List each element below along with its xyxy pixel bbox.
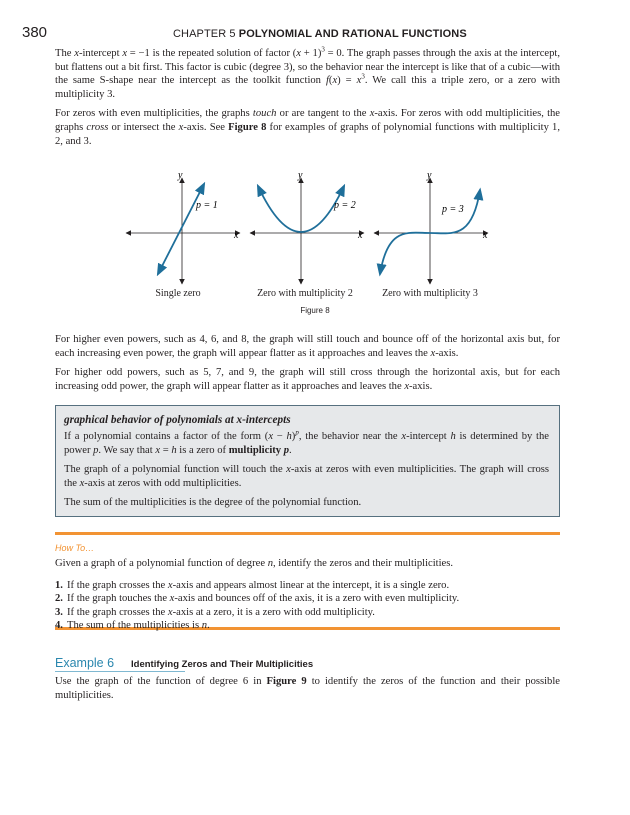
caption-multiplicity-2: Zero with multiplicity 2 bbox=[257, 288, 353, 299]
how-to-step: 2. If the graph touches the x-axis and bounces off of the axis, it is a zero with even multiplicity. bbox=[55, 593, 460, 605]
example-title: Identifying Zeros and Their Multiplicities bbox=[131, 659, 314, 670]
y-axis-label: y bbox=[427, 170, 432, 181]
intro-paragraph-1: The x-intercept x = −1 is the repeated solution of factor $(x + 1)^3 = 0$. The graph passes through the axis at the intercept, but flattens out a bit first. This factor is cubic (degree 3), so the behavior near the intercept is like that of a cubic—with the same S-shape near the intercept as the toolkit function $f(x) = x^3$. We call this a triple zero, or a zero with multiplicity 3. bbox=[55, 45, 561, 100]
example-body bbox=[55, 675, 560, 702]
key-concept-paragraph-2: The graph of a polynomial function will touch the x-axis at zeros with even multiplicities. The graph will cross the x-axis at zeros with odd multiplicities. bbox=[64, 464, 549, 489]
panel-1 bbox=[126, 170, 240, 284]
x-axis-label: x bbox=[234, 230, 239, 241]
how-to-box bbox=[55, 532, 560, 630]
x-axis-label: x bbox=[358, 230, 363, 241]
chapter-label: CHAPTER 5 bbox=[173, 28, 236, 40]
key-concept-paragraph-1: If a polynomial contains a factor of the form $(x - h)^p$, the behavior near the x-intercept h is determined by the power p. We say that x = h is a zero of multiplicity p. bbox=[64, 428, 549, 456]
y-axis-label: y bbox=[298, 170, 303, 181]
panel-3 bbox=[374, 170, 488, 284]
example-heading bbox=[55, 654, 560, 672]
y-axis-label: y bbox=[178, 170, 183, 181]
caption-multiplicity-3: Zero with multiplicity 3 bbox=[382, 288, 478, 299]
running-head bbox=[173, 28, 467, 40]
x-axis-label: x bbox=[483, 230, 488, 241]
example-label: Example 6 bbox=[55, 656, 115, 670]
multiplicity-label: p = 3 bbox=[442, 204, 464, 215]
key-concept-box bbox=[55, 405, 560, 517]
odd-powers-paragraph: For higher odd powers, such as 5, 7, and 9, the graph will still cross through the horizontal axis, but for each increasing odd power, the graph will appear flatter as it approaches and leaves the x-axis. bbox=[55, 367, 560, 392]
intro-section bbox=[55, 47, 560, 148]
example-underline bbox=[55, 671, 185, 672]
how-to-intro: Given a graph of a polynomial function of degree n, identify the zeros and their multiplicities. bbox=[55, 558, 454, 569]
how-to-step: 1. If the graph crosses the x-axis and appears almost linear at the intercept, it is a single zero. bbox=[55, 579, 450, 591]
figure-8-graphs bbox=[118, 168, 510, 302]
multiplicity-label: p = 1 bbox=[196, 200, 218, 211]
example-paragraph: Use the graph of the function of degree 6 in Figure 9 to identify the zeros of the function and their possible multiplicities. bbox=[55, 676, 560, 701]
caption-single-zero: Single zero bbox=[155, 288, 201, 299]
panel-2 bbox=[250, 170, 364, 284]
curve-p1 bbox=[158, 184, 204, 274]
how-to-label: How To… bbox=[55, 543, 95, 553]
key-concept-paragraph-3: The sum of the multiplicities is the degree of the polynomial function. bbox=[64, 497, 362, 509]
chapter-title: POLYNOMIAL AND RATIONAL FUNCTIONS bbox=[238, 28, 467, 40]
figure-number: Figure 8 bbox=[300, 306, 330, 315]
how-to-steps bbox=[55, 579, 560, 633]
page-number: 380 bbox=[22, 24, 48, 41]
after-figure-section bbox=[55, 333, 560, 393]
multiplicity-label: p = 2 bbox=[334, 200, 356, 211]
intro-paragraph-2: For zeros with even multiplicities, the graphs touch or are tangent to the x-axis. For zeros with odd multiplicities, the graphs cross or intersect the x-axis. See Figure 8 for examples of graphs of polynomial functions with multiplicity 1, 2, and 3. bbox=[55, 108, 561, 147]
how-to-step: 4. The sum of the multiplicities is n. bbox=[55, 620, 210, 632]
key-concept-title: graphical behavior of polynomials at x-intercepts bbox=[64, 414, 291, 426]
how-to-step: 3. If the graph crosses the x-axis at a zero, it is a zero with odd multiplicity. bbox=[55, 606, 375, 618]
even-powers-paragraph: For higher even powers, such as 4, 6, and 8, the graph will still touch and bounce off of the horizontal axis but, for each increasing even power, the graph will appear flatter as it approaches and leaves the x-axis. bbox=[55, 334, 560, 359]
